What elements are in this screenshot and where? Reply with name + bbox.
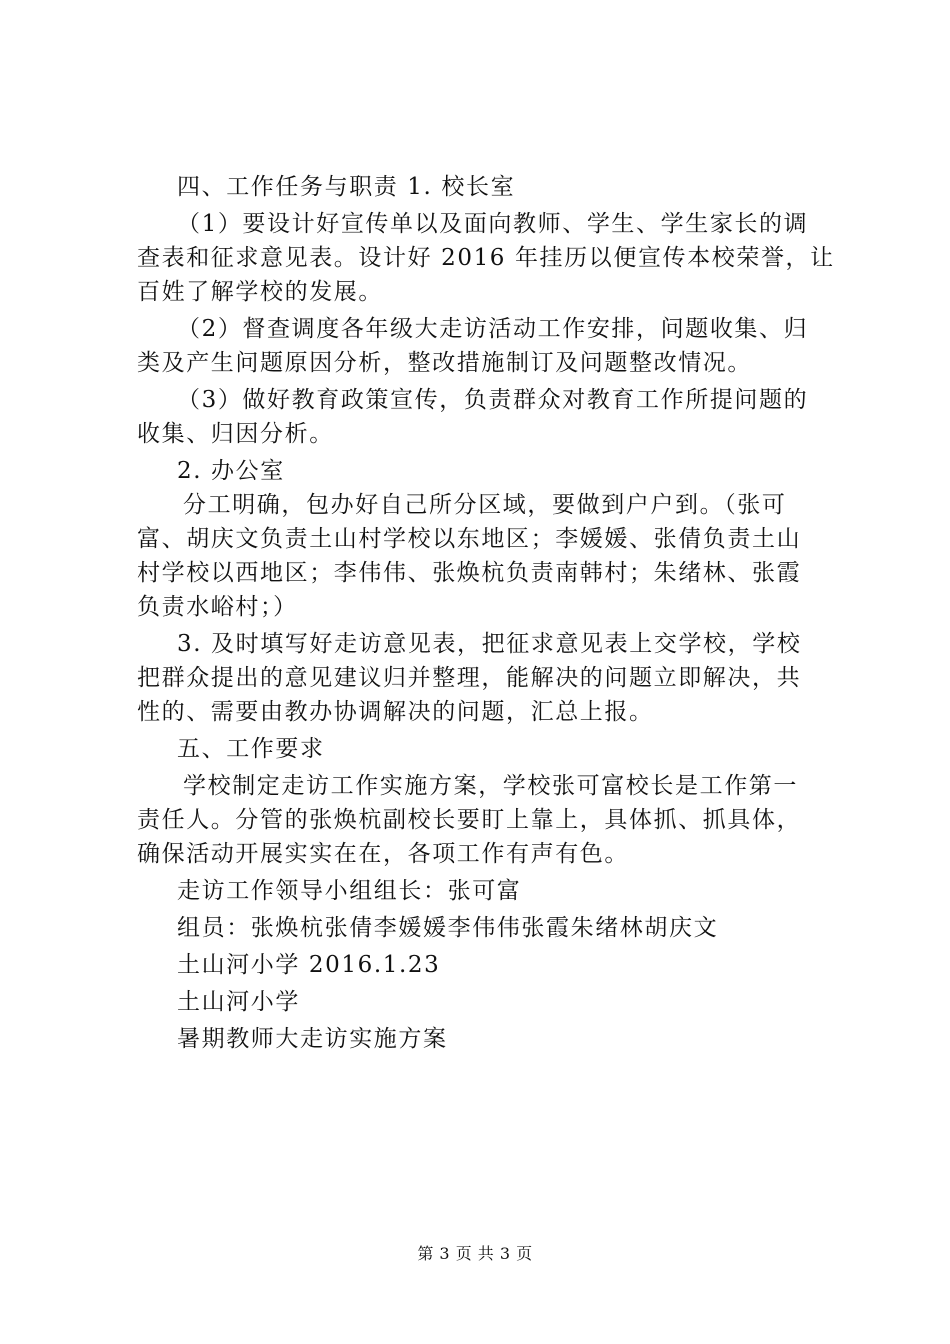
paragraph-line: 确保活动开展实实在在，各项工作有声有色。: [137, 841, 629, 867]
paragraph-line: （1）要设计好宣传单以及面向教师、学生、学生家长的调: [177, 211, 809, 237]
paragraph-line: 百姓了解学校的发展。: [137, 279, 383, 305]
document-body: [137, 170, 837, 1056]
paragraph-line: 负责水峪村；）: [137, 594, 298, 620]
members-line: 组员：张焕杭张倩李媛媛李伟伟张霞朱绪林胡庆文: [177, 915, 719, 941]
paragraph-line: 把群众提出的意见建议归并整理，能解决的问题立即解决，共: [137, 665, 802, 691]
paragraph-line: 责任人。分管的张焕杭副校长要盯上靠上，具体抓、抓具体，: [137, 807, 802, 833]
paragraph-line: 村学校以西地区；李伟伟、张焕杭负责南韩村；朱绪林、张霞: [137, 560, 802, 586]
section-heading-requirements: 五、工作要求: [177, 736, 325, 762]
paragraph-line: 3. 及时填写好走访意见表，把征求意见表上交学校，学校: [177, 631, 802, 657]
paragraph-line: 富、胡庆文负责土山村学校以东地区；李媛媛、张倩负责土山: [137, 526, 802, 552]
paragraph-line: 收集、归因分析。: [137, 421, 334, 447]
section-heading-tasks: 四、工作任务与职责 1. 校长室: [177, 174, 516, 200]
paragraph-line: 学校制定走访工作实施方案，学校张可富校长是工作第一: [183, 773, 798, 799]
paragraph-line: 查表和征求意见表。设计好 2016 年挂历以便宣传本校荣誉，让: [137, 245, 835, 271]
paragraph-line: 分工明确，包办好自己所分区域，要做到户户到。（张可: [183, 492, 787, 518]
signature-date-line: 土山河小学 2016.1.23: [177, 952, 441, 978]
school-name-line: 土山河小学: [177, 989, 300, 1015]
page-footer: 第 3 页 共 3 页: [417, 1244, 533, 1263]
paragraph-line: （2）督查调度各年级大走访活动工作安排，问题收集、归: [177, 316, 809, 342]
paragraph-line: 性的、需要由教办协调解决的问题，汇总上报。: [137, 699, 654, 725]
subsection-heading-office: 2. 办公室: [177, 458, 285, 484]
document-title-line: 暑期教师大走访实施方案: [177, 1026, 448, 1052]
paragraph-line: 类及产生问题原因分析，整改措施制订及问题整改情况。: [137, 350, 752, 376]
leader-line: 走访工作领导小组组长：张可富: [177, 878, 522, 904]
paragraph-line: （3）做好教育政策宣传，负责群众对教育工作所提问题的: [177, 387, 809, 413]
